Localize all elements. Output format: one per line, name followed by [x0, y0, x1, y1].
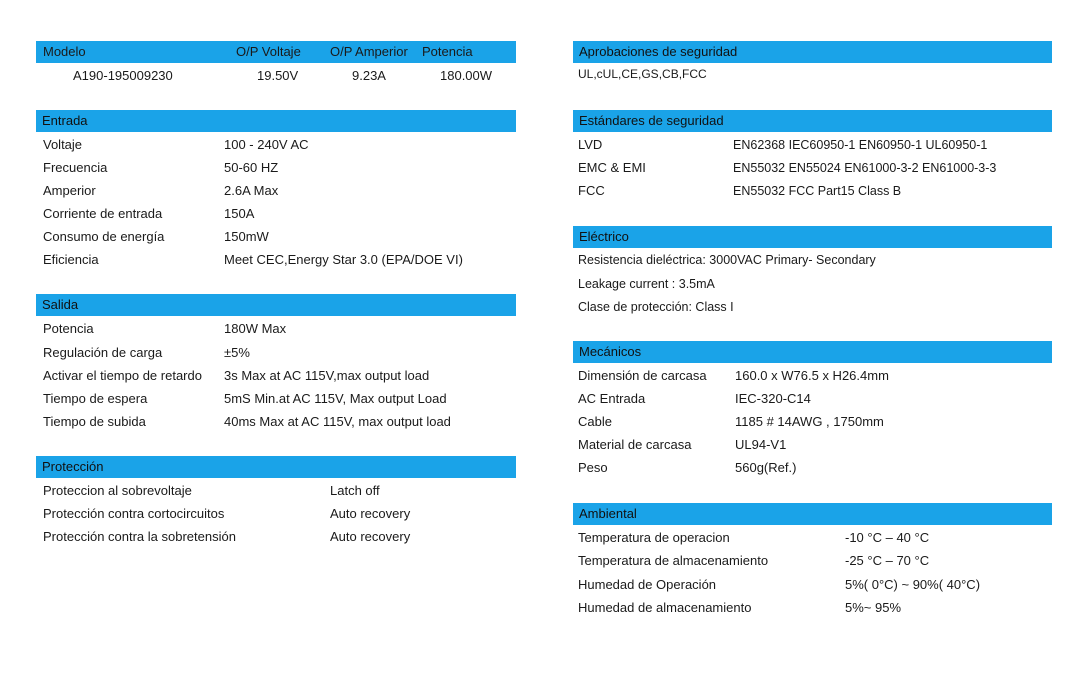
mecanicos-row-value: 560g(Ref.): [735, 460, 797, 475]
entrada-row-label: Amperior: [43, 183, 96, 198]
mecanicos-row-label: Peso: [578, 460, 608, 475]
salida-row-value: 180W Max: [224, 321, 287, 336]
salida-row-value: 3s Max at AC 115V,max output load: [224, 368, 430, 383]
model-value: A190-195009230: [73, 68, 173, 83]
salida-row-label: Tiempo de espera: [43, 391, 148, 406]
mecanicos-row-value: 160.0 x W76.5 x H26.4mm: [735, 368, 889, 383]
model-header-label: Modelo: [43, 44, 86, 59]
mecanicos-row-value: IEC-320-C14: [735, 391, 811, 406]
aprobaciones-section-header: Aprobaciones de seguridad: [573, 41, 1052, 63]
mecanicos-row-value: UL94-V1: [735, 437, 787, 452]
electrico-line: Resistencia dieléctrica: 3000VAC Primary- Secondary: [578, 253, 876, 267]
mecanicos-row-label: AC Entrada: [578, 391, 646, 406]
proteccion-row-label: Protección contra la sobretensión: [43, 529, 236, 544]
ambiental-row-value: 5%~ 95%: [845, 600, 902, 615]
salida-row-label: Regulación de carga: [43, 345, 163, 360]
ambiental-row-label: Humedad de Operación: [578, 577, 717, 592]
proteccion-row-label: Proteccion al sobrevoltaje: [43, 483, 192, 498]
estandares-row-label: LVD: [578, 137, 603, 152]
entrada-row-value: 150A: [224, 206, 255, 221]
current-value: 9.23A: [352, 68, 386, 83]
salida-row-label: Tiempo de subida: [43, 414, 146, 429]
estandares-section-header: Estándares de seguridad: [573, 110, 1052, 132]
electrico-line: Leakage current : 3.5mA: [578, 277, 715, 291]
current-header-label: O/P Amperior: [330, 44, 408, 59]
entrada-row-value: 100 - 240V AC: [224, 137, 309, 152]
proteccion-section-header: Protección: [36, 456, 516, 478]
salida-row-label: Activar el tiempo de retardo: [43, 368, 202, 383]
power-value: 180.00W: [440, 68, 493, 83]
ambiental-row-value: 5%( 0°C) ~ 90%( 40°C): [845, 577, 981, 592]
entrada-row-value: 150mW: [224, 229, 269, 244]
voltage-value: 19.50V: [257, 68, 299, 83]
power-header-label: Potencia: [422, 44, 473, 59]
entrada-row-label: Corriente de entrada: [43, 206, 163, 221]
mecanicos-row-label: Material de carcasa: [578, 437, 692, 452]
aprobaciones-text: UL,cUL,CE,GS,CB,FCC: [578, 67, 707, 81]
electrico-section-header: Eléctrico: [573, 226, 1052, 248]
entrada-row-label: Eficiencia: [43, 252, 99, 267]
salida-row-value: ±5%: [224, 345, 250, 360]
entrada-row-label: Voltaje: [43, 137, 83, 152]
entrada-section-header: Entrada: [36, 110, 516, 132]
estandares-row-label: FCC: [578, 183, 605, 198]
estandares-row-label: EMC & EMI: [578, 160, 646, 175]
entrada-row-value: 50-60 HZ: [224, 160, 279, 175]
mecanicos-row-label: Dimensión de carcasa: [578, 368, 707, 383]
entrada-row-value: 2.6A Max: [224, 183, 279, 198]
proteccion-row-value: Auto recovery: [330, 529, 411, 544]
estandares-row-value: EN62368 IEC60950-1 EN60950-1 UL60950-1: [733, 138, 988, 152]
salida-row-value: 5mS Min.at AC 115V, Max output Load: [224, 391, 447, 406]
mecanicos-row-label: Cable: [578, 414, 612, 429]
proteccion-row-label: Protección contra cortocircuitos: [43, 506, 225, 521]
ambiental-row-label: Humedad de almacenamiento: [578, 600, 752, 615]
entrada-row-label: Frecuencia: [43, 160, 108, 175]
voltage-header-label: O/P Voltaje: [236, 44, 301, 59]
salida-section-header: Salida: [36, 294, 516, 316]
electrico-line: Clase de protección: Class I: [578, 300, 734, 314]
ambiental-row-label: Temperatura de operacion: [578, 530, 730, 545]
salida-row-value: 40ms Max at AC 115V, max output load: [224, 414, 451, 429]
salida-row-label: Potencia: [43, 321, 94, 336]
estandares-row-value: EN55032 EN55024 EN61000-3-2 EN61000-3-3: [733, 161, 997, 175]
ambiental-row-value: -25 °C – 70 °C: [845, 553, 930, 568]
mecanicos-row-value: 1185 # 14AWG , 1750mm: [735, 414, 884, 429]
entrada-row-label: Consumo de energía: [43, 229, 165, 244]
ambiental-row-label: Temperatura de almacenamiento: [578, 553, 769, 568]
ambiental-section-header: Ambiental: [573, 503, 1052, 525]
proteccion-row-value: Auto recovery: [330, 506, 411, 521]
entrada-row-value: Meet CEC,Energy Star 3.0 (EPA/DOE VI): [224, 252, 463, 267]
estandares-row-value: EN55032 FCC Part15 Class B: [733, 184, 902, 198]
mecanicos-section-header: Mecánicos: [573, 341, 1052, 363]
ambiental-row-value: -10 °C – 40 °C: [845, 530, 930, 545]
proteccion-row-value: Latch off: [330, 483, 380, 498]
